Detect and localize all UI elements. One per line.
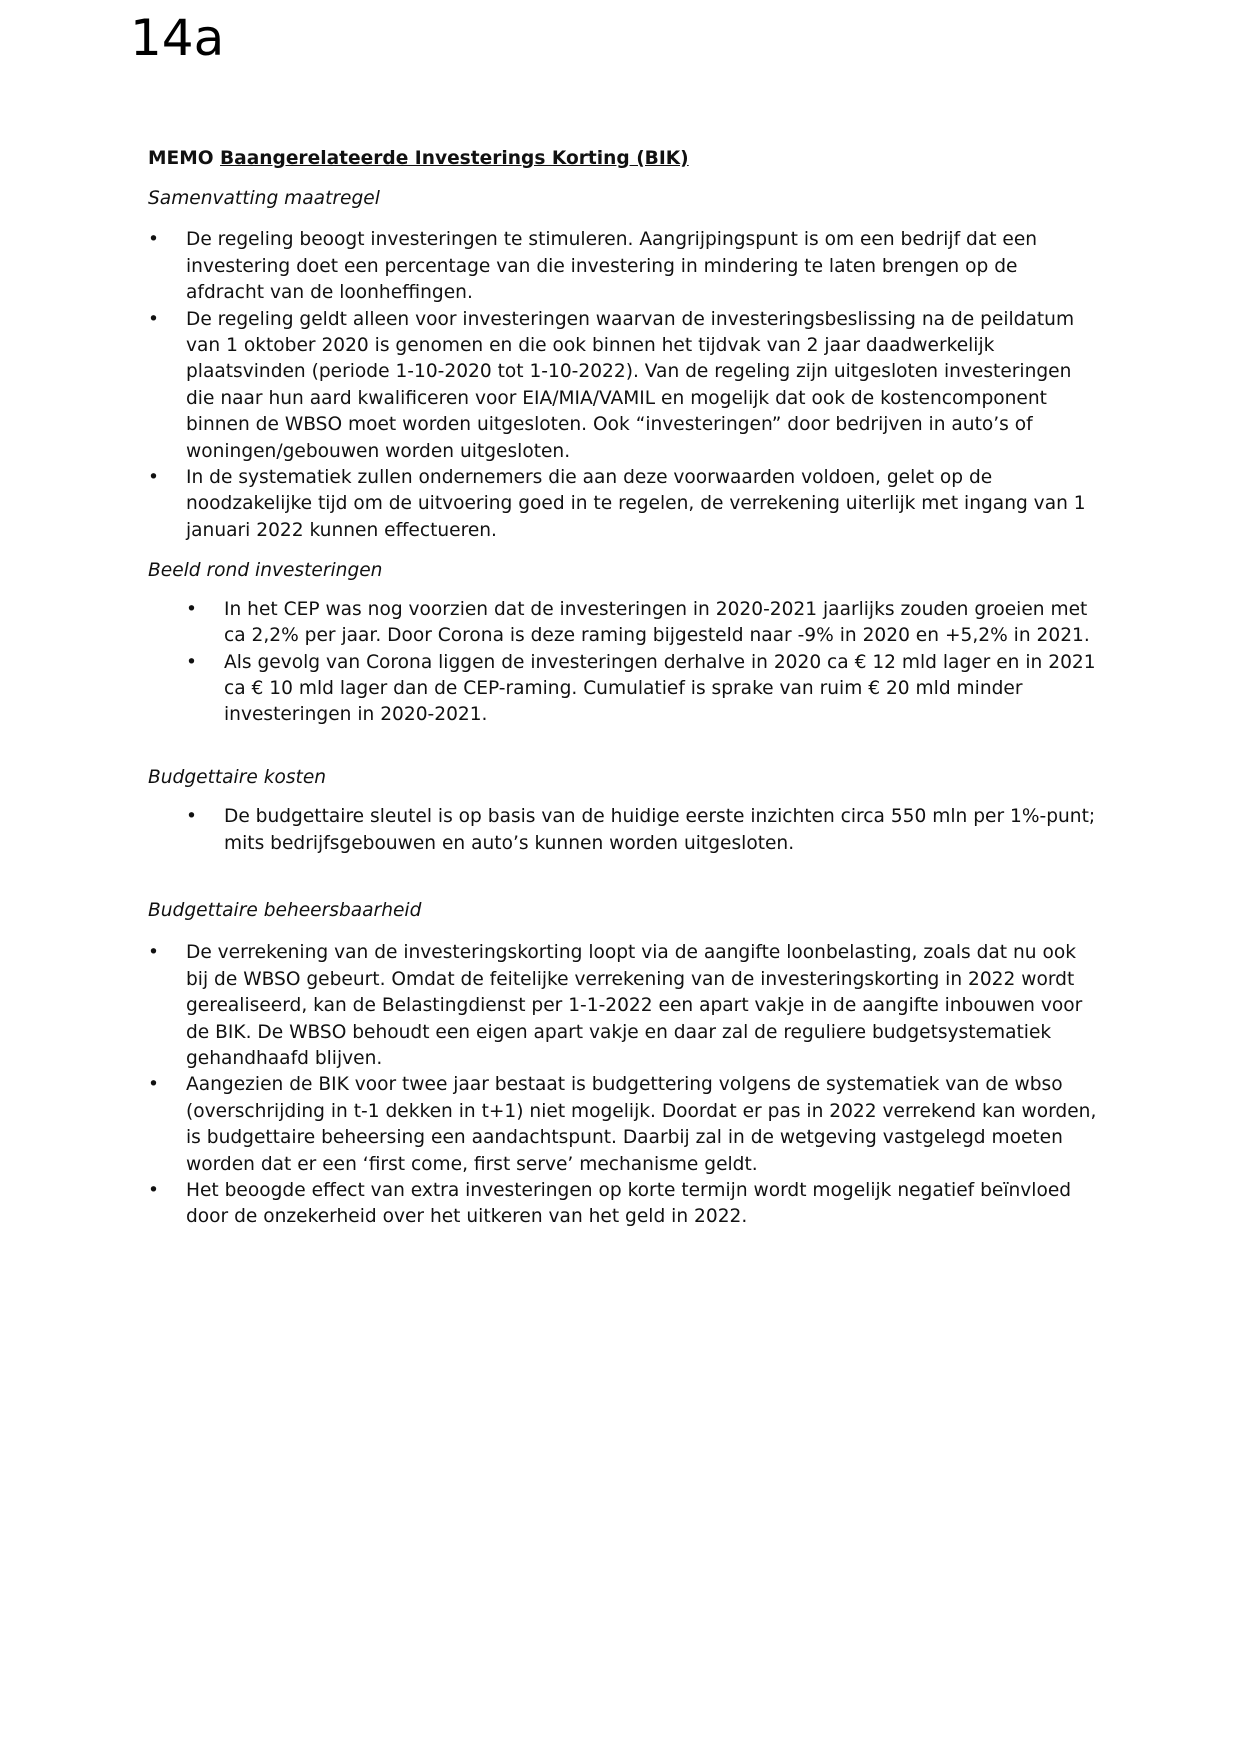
list-item bbox=[148, 1072, 1098, 1178]
bullet-list-beeld bbox=[148, 597, 1098, 729]
section-heading-beheersbaarheid: Budgettaire beheersbaarheid bbox=[148, 899, 422, 921]
bullet-icon: • bbox=[148, 308, 159, 330]
section-heading-kosten: Budgettaire kosten bbox=[148, 766, 327, 788]
list-item bbox=[148, 940, 1098, 1072]
list-item bbox=[148, 465, 1098, 544]
list-item-text: De regeling beoogt investeringen te stimuleren. Aangrijpingspunt is om een bedrijf dat een investering doet een percentage van die investering in mindering te laten brengen op de afdracht van de loonheffingen. bbox=[186, 229, 1038, 304]
list-item bbox=[148, 804, 1098, 857]
section-heading-beeld: Beeld rond investeringen bbox=[148, 560, 383, 582]
list-item-text: De budgettaire sleutel is op basis van de huidige eerste inzichten circa 550 mln per 1%-punt; mits bedrijfsgebouwen en auto’s kunnen worden uitgesloten. bbox=[224, 806, 1096, 854]
bullet-icon: • bbox=[186, 598, 197, 620]
bullet-icon: • bbox=[148, 1180, 159, 1201]
memo-body bbox=[148, 146, 1098, 1231]
list-item bbox=[148, 650, 1098, 729]
list-item bbox=[148, 307, 1098, 465]
bullet-list-kosten bbox=[148, 804, 1098, 857]
bullet-icon: • bbox=[148, 229, 159, 251]
bullet-icon: • bbox=[186, 651, 197, 673]
memo-subject: Baangerelateerde Investerings Korting (BIK) bbox=[220, 148, 689, 169]
list-item bbox=[148, 1178, 1098, 1231]
memo-label: MEMO bbox=[148, 148, 214, 169]
list-item bbox=[148, 597, 1098, 650]
list-item-text: Aangezien de BIK voor twee jaar bestaat is budgettering volgens de systematiek van de wbso (overschrijding in t-1 dekken in t+1) niet mogelijk. Doordat er pas in 2022 verrekend kan worden, is budgettaire beheersing een aandachtspunt. Daarbij zal in de wetgeving vastgelegd moeten worden dat er een ‘first come, first serve’ mechanisme geldt. bbox=[186, 1074, 1097, 1175]
bullet-icon: • bbox=[148, 467, 159, 489]
bullet-icon: • bbox=[186, 806, 197, 828]
list-item-text: Als gevolg van Corona liggen de investeringen derhalve in 2020 ca € 12 mld lager en in 2021 ca € 10 mld lager dan de CEP-raming. Cumulatief is sprake van ruim € 20 mld minder investeringen in 2020-2021. bbox=[224, 651, 1096, 726]
section-heading-samenvatting: Samenvatting maatregel bbox=[148, 188, 380, 209]
page-number: 14a bbox=[130, 9, 225, 67]
list-item-text: In het CEP was nog voorzien dat de investeringen in 2020-2021 jaarlijks zouden groeien met ca 2,2% per jaar. Door Corona is deze raming bijgesteld naar -9% in 2020 en +5,2% in 2021. bbox=[224, 598, 1090, 647]
bullet-list-samenvatting bbox=[148, 227, 1098, 544]
list-item-text: De verrekening van de investeringskorting loopt via de aangifte loonbelasting, zoals dat nu ook bij de WBSO gebeurt. Omdat de feitelijke verrekening van de investeringskorting in 2022 wordt gerealiseerd, kan de Belastingdienst per 1-1-2022 een apart vakje in de aangifte inbouwen voor de BIK. De WBSO behoudt een eigen apart vakje en daar zal de reguliere budgetsystematiek gehandhaafd blijven. bbox=[186, 942, 1083, 1069]
bullet-icon: • bbox=[148, 1074, 159, 1096]
list-item bbox=[148, 227, 1098, 306]
memo-title bbox=[148, 146, 1098, 176]
list-item-text: In de systematiek zullen ondernemers die aan deze voorwaarden voldoen, gelet op de noodzakelijke tijd om de uitvoering goed in te regelen, de verrekening uiterlijk met ingang van 1 januari 2022 kunnen effectueren. bbox=[186, 467, 1086, 541]
bullet-list-beheersbaarheid bbox=[148, 940, 1098, 1230]
list-item-text: De regeling geldt alleen voor investeringen waarvan de investeringsbeslissing na de peildatum van 1 oktober 2020 is genomen en die ook binnen het tijdvak van 2 jaar daadwerkelijk plaatsvinden (periode 1-10-2020 tot 1-10-2022). Van de regeling zijn uitgesloten investeringen die naar hun aard kwalificeren voor EIA/MIA/VAMIL en mogelijk dat ook de kostencomponent binnen de WBSO moet worden uitgesloten. Ook “investeringen” door bedrijven in auto’s of woningen/gebouwen worden uitgesloten. bbox=[186, 308, 1075, 462]
bullet-icon: • bbox=[148, 942, 159, 964]
list-item-text: Het beoogde effect van extra investeringen op korte termijn wordt mogelijk negatief beïnvloed door de onzekerheid over het uitkeren van het geld in 2022. bbox=[186, 1180, 1072, 1228]
